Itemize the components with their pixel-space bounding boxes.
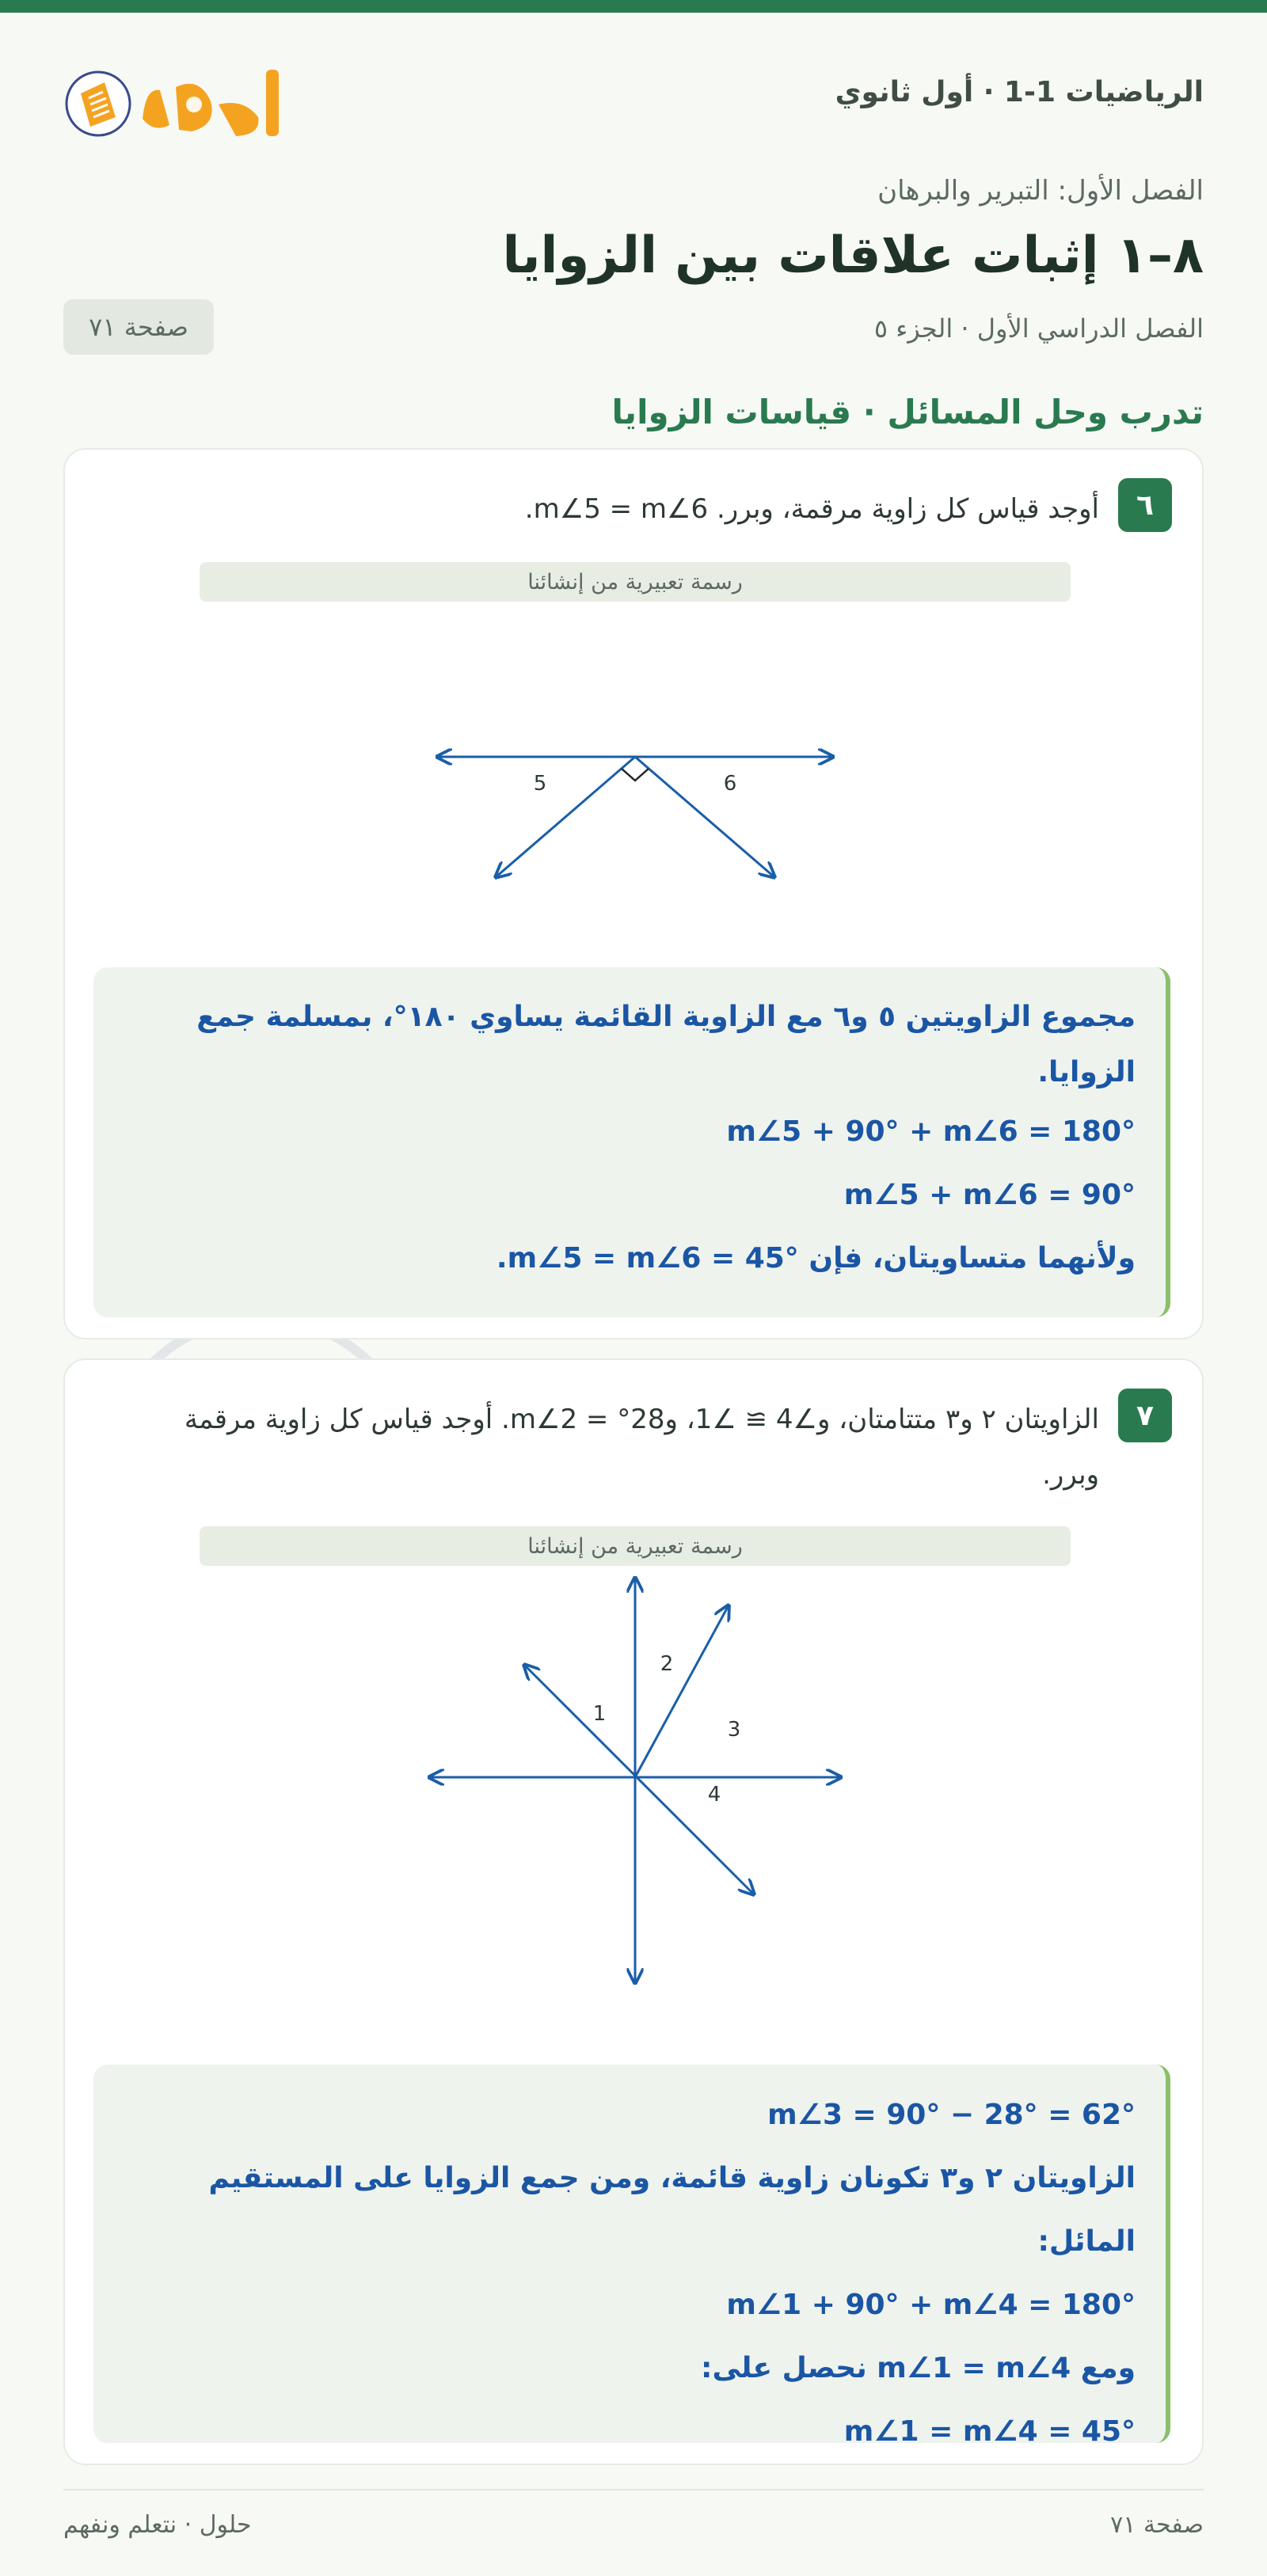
- solution-line: الزاويتان ٢ و٣ تكونان زاوية قائمة، ومن جمع الزوايا على المستقيم المائل:: [208, 2162, 1136, 2258]
- footer-tagline: حلول · نتعلم ونفهم: [63, 2511, 252, 2539]
- angle-label-3: 3: [727, 1718, 741, 1742]
- lesson-meta: الفصل الدراسي الأول · الجزء ٥: [873, 313, 1204, 344]
- solution-box: [93, 2065, 1170, 2448]
- figure-caption: رسمة تعبيرية من إنشائنا: [200, 1526, 1071, 1566]
- solution-equation: m∠3 = 90° − 28° = 62°: [767, 2099, 1136, 2131]
- ray-2-3: [635, 1605, 729, 1777]
- hulul-logo[interactable]: [63, 52, 301, 155]
- ray-right: [635, 757, 774, 877]
- question-text: أوجد قياس كل زاوية مرقمة، وبرر. m∠5 = m∠6.: [524, 493, 1099, 525]
- solution-line: مجموع الزاويتين ٥ و٦ مع الزاوية القائمة يساوي ١٨٠°، بمسلمة جمع الزوايا.: [196, 1001, 1136, 1089]
- figure-caption: رسمة تعبيرية من إنشائنا: [200, 562, 1071, 602]
- ray-left: [496, 757, 635, 877]
- solution-equation: m∠5 + m∠6 = 90°: [843, 1179, 1136, 1211]
- angle-figure: [413, 711, 857, 917]
- footer-page: صفحة ٧١: [1110, 2511, 1204, 2539]
- page-header: [63, 13, 1204, 171]
- angle-label-4: 4: [707, 1783, 721, 1807]
- lesson-title: ٨–١ إثبات علاقات بين الزوايا: [502, 226, 1204, 285]
- angle-label-2: 2: [660, 1652, 674, 1676]
- angle-figure: [413, 1570, 857, 2013]
- right-angle-mark: [622, 769, 649, 781]
- solution-equation: m∠1 = m∠4 = 45°: [843, 2415, 1136, 2448]
- solution-equation: m∠5 + 90° + m∠6 = 180°: [726, 1115, 1136, 1148]
- question-card: [63, 1358, 1204, 2465]
- angle-label-5: 5: [533, 772, 547, 796]
- angle-label-6: 6: [723, 772, 737, 796]
- solution-line: ولأنهما متساويتان، فإن m∠5 = m∠6 = 45°.: [496, 1242, 1136, 1275]
- slanted-line: [524, 1665, 754, 1894]
- question-number: ٦: [1118, 478, 1172, 532]
- subject-label: الرياضيات 1-1 · أول ثانوي: [835, 76, 1204, 108]
- question-text: الزاويتان ٢ و٣ متتامتان، و∠4 ≅ ∠1، و28° = m∠2. أوجد قياس كل زاوية مرقمة وبرر.: [184, 1404, 1099, 1491]
- question-number: ٧: [1118, 1389, 1172, 1442]
- solution-equation: m∠1 + 90° + m∠4 = 180°: [726, 2289, 1136, 2321]
- top-accent-bar: [0, 0, 1267, 13]
- question-card: [63, 448, 1204, 1339]
- section-title: تدرب وحل المسائل · قياسات الزوايا: [611, 393, 1204, 431]
- solution-box: [93, 967, 1170, 1317]
- chapter-label: الفصل الأول: التبرير والبرهان: [877, 175, 1204, 207]
- angle-label-1: 1: [592, 1702, 607, 1726]
- page-badge: صفحة ٧١: [63, 299, 214, 355]
- solution-line: ومع m∠1 = m∠4 نحصل على:: [701, 2352, 1136, 2384]
- footer-divider: [63, 2489, 1204, 2491]
